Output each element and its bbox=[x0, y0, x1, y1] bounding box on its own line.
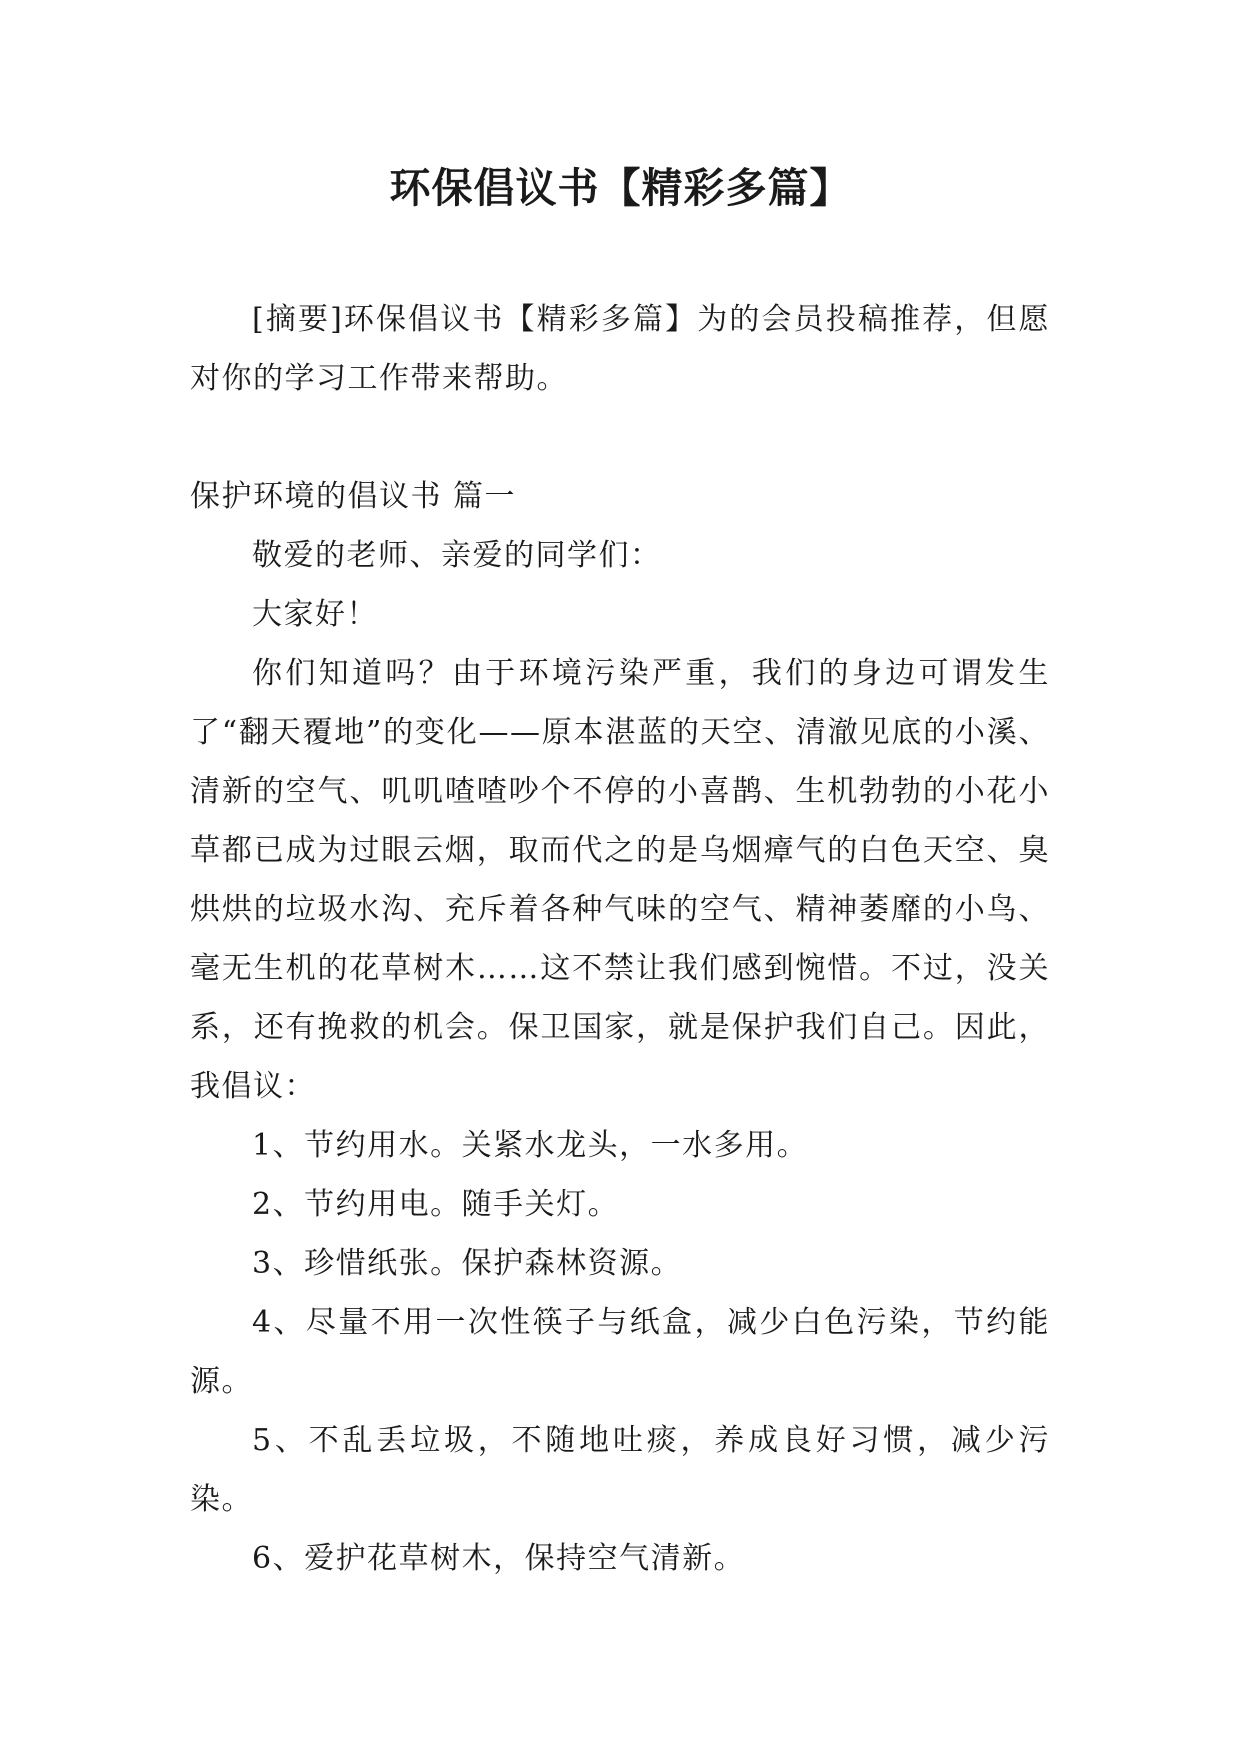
document-body bbox=[190, 290, 1050, 1588]
page-title: 环保倡议书【精彩多篇】 bbox=[389, 164, 852, 212]
paragraph-spacer bbox=[190, 408, 1050, 467]
proposal-item: 1、节约用水。关紧水龙头，一水多用。 bbox=[252, 1128, 809, 1163]
proposal-item: 2、节约用电。随手关灯。 bbox=[252, 1187, 620, 1222]
abstract-paragraph: [摘要]环保倡议书【精彩多篇】为的会员投稿推荐，但愿对你的学习工作带来帮助。 bbox=[190, 302, 1050, 396]
proposal-item: 6、爱护花草树木，保持空气清新。 bbox=[252, 1541, 746, 1576]
proposal-item: 4、尽量不用一次性筷子与纸盒，减少白色污染，节约能源。 bbox=[190, 1305, 1050, 1399]
section-heading: 保护环境的倡议书 篇一 bbox=[190, 479, 517, 514]
greeting: 大家好！ bbox=[252, 597, 378, 632]
intro-paragraph: 你们知道吗？由于环境污染严重，我们的身边可谓发生了“翻天覆地”的变化——原本湛蓝的天空、清澈见底的小溪、清新的空气、叽叽喳喳吵个不停的小喜鹊、生机勃勃的小花小草都已成为过眼云烟，取而代之的是乌烟瘴气的白色天空、臭烘烘的垃圾水沟、充斥着各种气味的空气、精神萎靡的小鸟、毫无生机的花草树木……这不禁让我们感到惋惜。不过，没关系，还有挽救的机会。保卫国家，就是保护我们自己。因此，我倡议： bbox=[190, 656, 1050, 1104]
salutation: 敬爱的老师、亲爱的同学们： bbox=[252, 538, 662, 573]
proposal-item: 5、不乱丢垃圾，不随地吐痰，养成良好习惯，减少污染。 bbox=[190, 1423, 1050, 1517]
proposal-item: 3、珍惜纸张。保护森林资源。 bbox=[252, 1246, 683, 1281]
